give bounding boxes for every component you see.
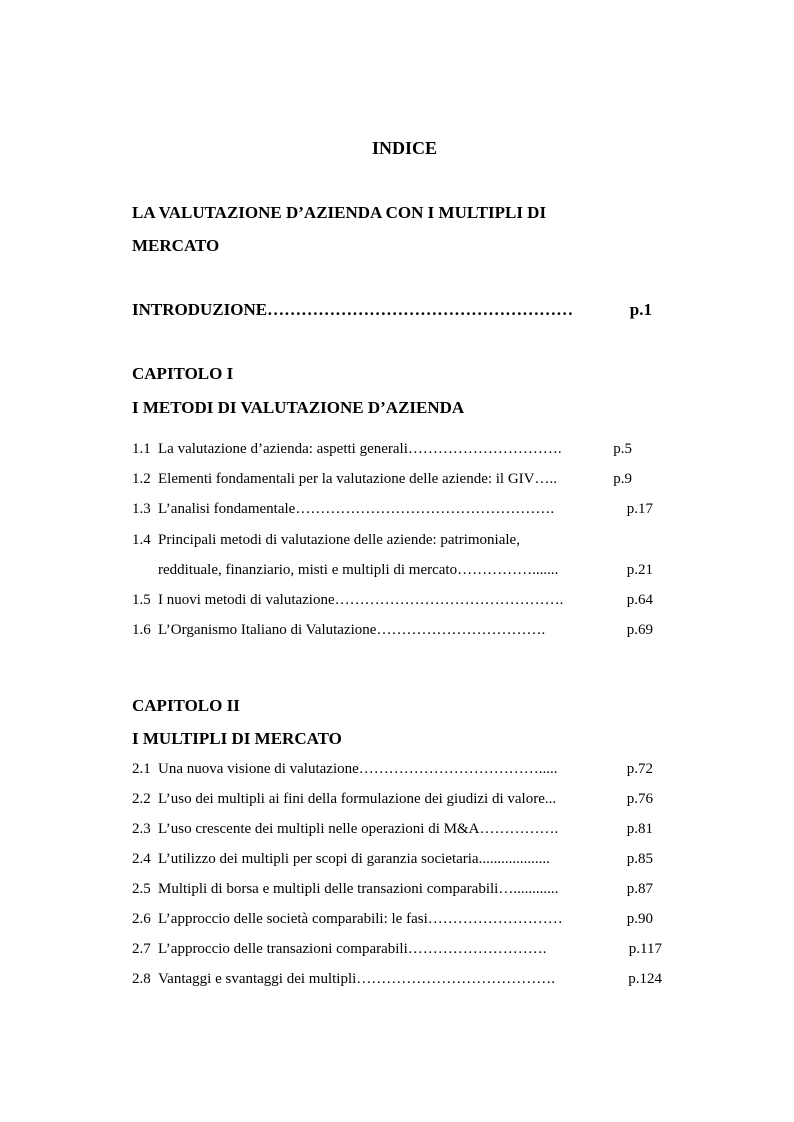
toc-entry-2-4 xyxy=(132,851,653,871)
entry-page: p.85 xyxy=(626,851,653,867)
entry-dots: ………………………. xyxy=(407,941,547,957)
intro-line xyxy=(132,300,652,320)
entry-page: p.87 xyxy=(626,881,653,897)
entry-text: L’uso dei multipli ai fini della formulazione dei giudizi di valore xyxy=(158,791,545,807)
toc-entry-2-3 xyxy=(132,821,653,841)
entry-number: 2.3 xyxy=(132,821,151,837)
entry-dots: …………………………. xyxy=(407,441,562,457)
entry-number: 2.1 xyxy=(132,761,151,777)
entry-dots: ……………. xyxy=(479,821,559,837)
entry-page: p.124 xyxy=(628,971,662,987)
toc-entry-1-3 xyxy=(132,501,653,521)
entry-page: p.9 xyxy=(613,471,632,487)
entry-number: 2.2 xyxy=(132,791,151,807)
toc-entry-2-1 xyxy=(132,761,653,781)
entry-text: L’analisi fondamentale xyxy=(158,501,296,517)
entry-page: p.64 xyxy=(626,592,653,608)
entry-number: 1.5 xyxy=(132,592,151,608)
entry-dots: ……………………… xyxy=(427,911,563,927)
entry-dots: ... xyxy=(544,791,557,807)
entry-text: L’Organismo Italiano di Valutazione xyxy=(158,622,377,638)
entry-number: 2.8 xyxy=(132,971,151,987)
toc-entry-1-1 xyxy=(132,441,632,461)
entry-page: p.117 xyxy=(628,941,662,957)
entry-text: I nuovi metodi di valutazione xyxy=(158,592,335,608)
entry-page: p.90 xyxy=(626,911,653,927)
toc-entry-1-2 xyxy=(132,471,632,491)
toc-entry-2-7 xyxy=(132,941,662,961)
toc-entry-2-2 xyxy=(132,791,653,811)
entry-text: L’approccio delle società comparabili: le fasi xyxy=(158,911,428,927)
entry-dots: …………………………………. xyxy=(356,971,556,987)
entry-dots: ……………....... xyxy=(457,562,559,578)
entry-number: 2.7 xyxy=(132,941,151,957)
intro-dots: ……………………………………………… xyxy=(267,300,574,319)
entry-number: 2.5 xyxy=(132,881,151,897)
entry-page: p.76 xyxy=(626,791,653,807)
chapter2-title: I MULTIPLI DI MERCATO xyxy=(132,729,342,748)
entry-page: p.72 xyxy=(626,761,653,777)
entry-text: L’uso crescente dei multipli nelle operazioni di M&A xyxy=(158,821,480,837)
chapter1-title: I METODI DI VALUTAZIONE D’AZIENDA xyxy=(132,398,465,417)
subtitle-line-1: LA VALUTAZIONE D’AZIENDA CON I MULTIPLI DI xyxy=(132,203,547,222)
toc-entry-1-4-cont xyxy=(132,562,653,582)
entry-text: La valutazione d’azienda: aspetti generali xyxy=(158,441,408,457)
entry-number: 2.4 xyxy=(132,851,151,867)
toc-entry-1-6 xyxy=(132,622,653,642)
entry-text: L’approccio delle transazioni comparabili xyxy=(158,941,408,957)
entry-page: p.81 xyxy=(626,821,653,837)
entry-dots: ………………………………..... xyxy=(358,761,558,777)
toc-entry-1-4 xyxy=(132,532,592,552)
entry-text: reddituale, finanziario, misti e multipli di mercato xyxy=(158,562,458,578)
entry-page: p.5 xyxy=(613,441,632,457)
chapter1-label: CAPITOLO I xyxy=(132,364,234,383)
toc-entry-2-5 xyxy=(132,881,653,901)
entry-number: 1.6 xyxy=(132,622,151,638)
entry-text: L’utilizzo dei multipli per scopi di garanzia societaria xyxy=(158,851,479,867)
intro-label: INTRODUZIONE xyxy=(132,300,268,319)
entry-text: Una nuova visione di valutazione xyxy=(158,761,359,777)
toc-entry-2-6 xyxy=(132,911,653,931)
entry-dots: ….. xyxy=(534,471,558,487)
toc-entry-1-5 xyxy=(132,592,653,612)
entry-number: 1.3 xyxy=(132,501,151,517)
entry-dots: ................... xyxy=(478,851,550,867)
entry-page: p.69 xyxy=(626,622,653,638)
entry-dots: …............ xyxy=(498,881,559,897)
chapter2-label: CAPITOLO II xyxy=(132,696,240,715)
entry-text: Vantaggi e svantaggi dei multipli xyxy=(158,971,357,987)
entry-number: 2.6 xyxy=(132,911,151,927)
entry-dots: ……………………………. xyxy=(376,622,546,638)
entry-number: 1.2 xyxy=(132,471,151,487)
entry-number: 1.1 xyxy=(132,441,151,457)
entry-page: p.21 xyxy=(626,562,653,578)
entry-text: Principali metodi di valutazione delle aziende: patrimoniale, xyxy=(158,532,520,548)
subtitle-line-2: MERCATO xyxy=(132,236,220,255)
intro-page: p.1 xyxy=(629,300,652,319)
entry-dots: ……………………………………………. xyxy=(295,501,555,517)
entry-text: Multipli di borsa e multipli delle transazioni comparabili xyxy=(158,881,499,897)
toc-entry-2-8 xyxy=(132,971,662,991)
entry-text: Elementi fondamentali per la valutazione delle aziende: il GIV xyxy=(158,471,535,487)
entry-page: p.17 xyxy=(626,501,653,517)
entry-number: 1.4 xyxy=(132,532,151,548)
entry-dots: ………………………………………. xyxy=(334,592,564,608)
index-title: INDICE xyxy=(372,138,438,158)
